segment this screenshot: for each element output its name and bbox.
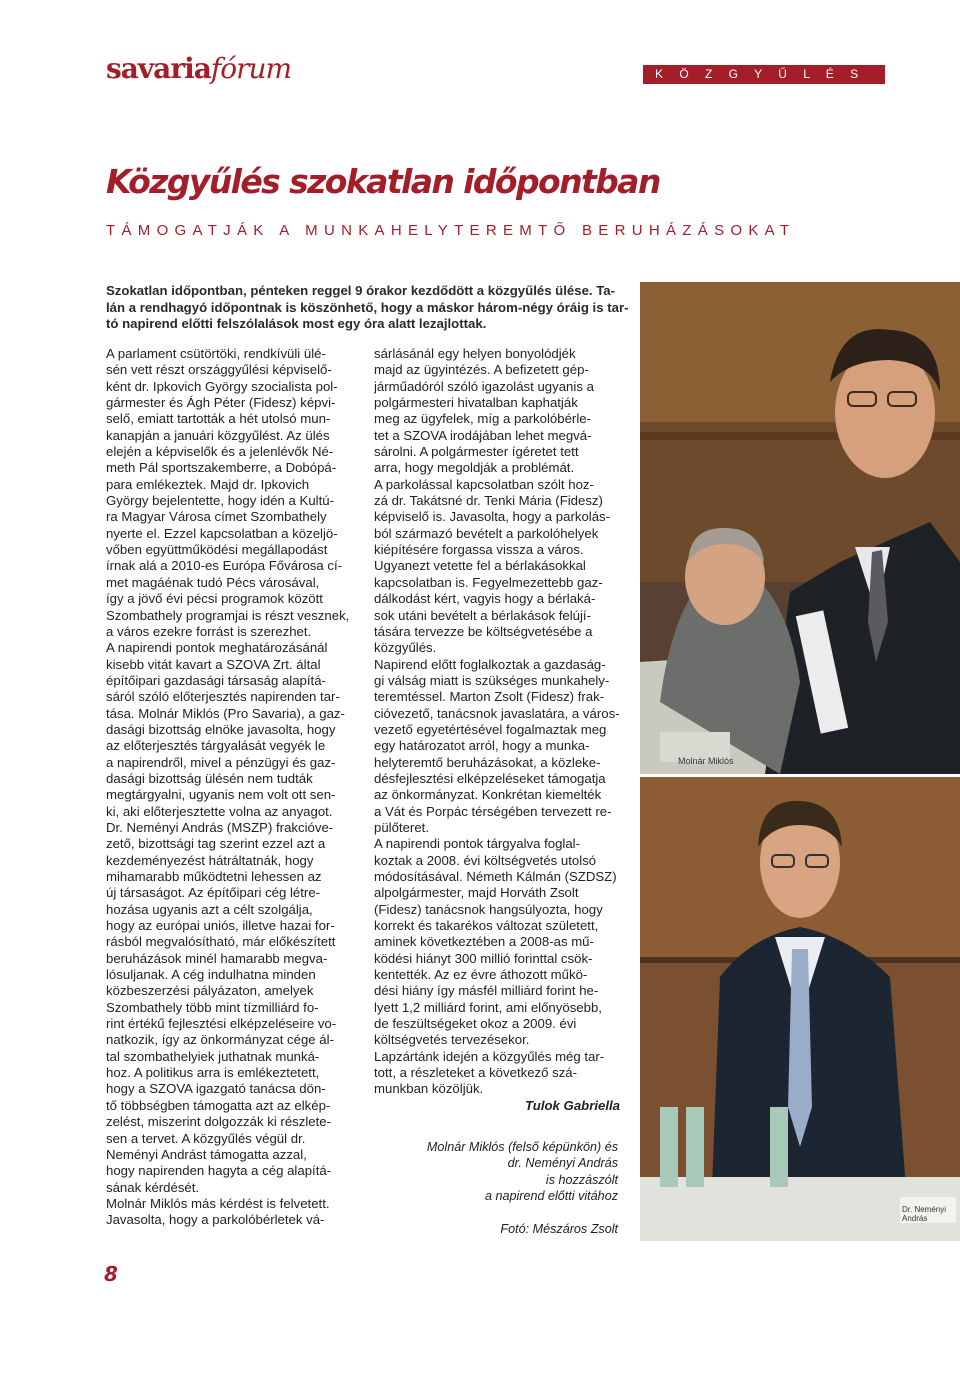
column-1-line: építőipari gazdasági társaság alapítá- bbox=[106, 672, 326, 688]
column-1-line: tő többségben támogatta azt az elkép- bbox=[106, 1097, 331, 1113]
column-1-line: új társaságot. Az építőipari cég létre- bbox=[106, 885, 321, 901]
column-2-line: aminek következtében a 2008-as mű- bbox=[374, 934, 594, 950]
column-2-line: kiépítésére forgassa vissza a város. bbox=[374, 542, 584, 558]
column-2-line: koztak a 2008. évi költségvetés utolsó bbox=[374, 852, 597, 868]
column-1-line: megtárgyalni, ugyanis nem volt ott sen- bbox=[106, 787, 336, 803]
column-1-line: hoz. A politikus arra is emlékeztetett, bbox=[106, 1065, 320, 1081]
column-1-line: az előterjesztés tárgyalását vegyék le bbox=[106, 738, 326, 754]
column-1-line: kezdeményezést hátráltatnák, hogy bbox=[106, 852, 314, 868]
article-lead bbox=[106, 283, 629, 333]
column-2-line: A napirendi pontok tárgyalva foglal- bbox=[374, 836, 581, 852]
column-1-line: Szombathely programjai is részt vesznek, bbox=[106, 607, 350, 623]
column-2-line: Ugyanezt vetette fel a bérlakásokkal bbox=[374, 558, 586, 574]
column-2-line: dálkodást kért, vagyis hogy a bérlaká- bbox=[374, 591, 596, 607]
photo-bottom bbox=[640, 777, 960, 1241]
column-1-line: selő, emiatt tartották a hét utolsó mun- bbox=[106, 411, 331, 427]
column-2-line: de feszültségeket okoz a 2009. évi bbox=[374, 1016, 577, 1032]
column-1-line: írnak alá a 2010-es Európa Fővárosa cí- bbox=[106, 558, 343, 574]
column-1-line: dasági bizottság elnöke javasolta, hogy bbox=[106, 721, 336, 737]
column-1-line: sának kérdését. bbox=[106, 1179, 200, 1195]
column-1-line: beruházások minél hamarabb megva- bbox=[106, 950, 328, 966]
column-2-line: munkban közöljük. bbox=[374, 1081, 484, 1097]
column-1-line: gármester és Ágh Péter (Fidesz) képvi- bbox=[106, 395, 336, 411]
column-1-line: György bejelentette, hogy idén a Kultú- bbox=[106, 493, 334, 509]
column-2-line: teremtéssel. Marton Zsolt (Fidesz) frak- bbox=[374, 689, 605, 705]
photo-top bbox=[640, 282, 960, 774]
column-1-line: Javasolta, hogy a parkolóbérletek vá- bbox=[106, 1212, 325, 1228]
article-subtitle: TÁMOGATJÁK A MUNKAHELYTEREMTŐ BERUHÁZÁSOKAT bbox=[106, 222, 796, 239]
column-2-line: alpolgármester, majd Horváth Zsolt bbox=[374, 885, 579, 901]
column-1-line: így a jövő évi pécsi programok között bbox=[106, 591, 323, 607]
article-column-1 bbox=[106, 346, 352, 1229]
column-1-line: hogy napirenden hagyta a cég alapítá- bbox=[106, 1163, 332, 1179]
column-2-line: ból származó bevételt a parkolóhelyek bbox=[374, 525, 599, 541]
photo-top-image bbox=[640, 282, 960, 774]
column-1-line: dasági bizottság ülésén nem tudták bbox=[106, 770, 313, 786]
column-1-line: ként dr. Ipkovich György szocialista pol- bbox=[106, 378, 338, 394]
column-2-line: tott, a részleteket a következő szá- bbox=[374, 1065, 578, 1081]
column-2-line: tására tervezze be költségvetésébe a bbox=[374, 623, 593, 639]
column-2-line: helyteremtő beruházásokat, a közleke- bbox=[374, 754, 601, 770]
column-2-line: sárlásánál egy helyen bonyolódjék bbox=[374, 346, 576, 361]
column-2-line: módosításával. Németh Kálmán (SZDSZ) bbox=[374, 869, 617, 884]
column-2-line: meg az ügyfelek, míg a parkolóbérle- bbox=[374, 411, 591, 427]
column-1-line: sáról szóló előterjesztés napirenden tar- bbox=[106, 689, 340, 705]
photo-caption bbox=[374, 1139, 618, 1237]
column-1-line: rásból megvalósítható, már előkészített bbox=[106, 934, 336, 950]
column-2-line: sárolni. A polgármester ígéretet tett bbox=[374, 444, 579, 460]
column-2-line: korrekt és takarékos változat született, bbox=[374, 918, 599, 934]
article-title: Közgyűlés szokatlan időpontban bbox=[106, 162, 660, 201]
column-1-line: közbeszerzési pályázaton, amelyek bbox=[106, 983, 314, 999]
photo-credit: Fotó: Mészáros Zsolt bbox=[500, 1221, 618, 1236]
column-2-line: kentették. Az ez évre áthozott műkö- bbox=[374, 967, 588, 983]
column-2-line: kapcsolatban is. Fegyelmezettebb gaz- bbox=[374, 574, 603, 590]
column-2-line: lyett 1,2 milliárd forint, ami előnyösebb, bbox=[374, 999, 602, 1015]
column-2-line: (Fidesz) tanácsnok hangsúlyozta, hogy bbox=[374, 901, 603, 917]
column-1-line: lósuljanak. A cég indulhatna minden bbox=[106, 967, 316, 983]
column-2-line: désfejlesztési elképzeléseket támogatja bbox=[374, 770, 606, 786]
column-2-line: polgármesteri hivatalban kaphatják bbox=[374, 395, 578, 411]
column-1-line: para emlékeztek. Majd dr. Ipkovich bbox=[106, 476, 310, 492]
photo-bottom-nameplate: Dr. Neményi András bbox=[902, 1205, 947, 1223]
column-2-line: az önkormányzat. Konkrétan kiemelték bbox=[374, 787, 602, 803]
column-1-line: Molnár Miklós más kérdést is felvetett. bbox=[106, 1195, 330, 1211]
column-1-line: Szombathely több mint tízmilliárd fo- bbox=[106, 999, 319, 1015]
lead-line: Szokatlan időpontban, pénteken reggel 9 órakor kezdődött a közgyűlés ülése. Ta- bbox=[106, 283, 616, 298]
column-1-line: tal szombathelyiek juthatnak munká- bbox=[106, 1048, 320, 1064]
column-1-line: ki, aki előterjesztette volna az anyagot. bbox=[106, 803, 333, 819]
page-number: 8 bbox=[104, 1262, 118, 1286]
column-2-line: gi válság miatt is szükséges munkahely- bbox=[374, 672, 610, 688]
column-2-line: a Vát és Porpác térségében tervezett re- bbox=[374, 803, 612, 819]
logo-part-savaria: savaria bbox=[106, 52, 211, 85]
column-1-line: kisebb vitát kavart a SZOVA Zrt. által bbox=[106, 656, 321, 672]
column-1-line: mihamarabb működtetni lehessen az bbox=[106, 869, 322, 884]
column-2-line: vezető egyetértésével fogalmaztak meg bbox=[374, 721, 607, 737]
column-2-line: egy határozatot arról, hogy a munka- bbox=[374, 738, 590, 754]
column-2-line: pülőteret. bbox=[374, 819, 429, 835]
column-1-line: natkozik, így az önkormányzat cége ál- bbox=[106, 1032, 334, 1048]
caption-line: a napirend előtti vitához bbox=[484, 1189, 618, 1204]
column-1-line: Neményi Andrást támogatta azzal, bbox=[106, 1146, 307, 1162]
column-1-line: hogy az európai uniós, illetve hazai for- bbox=[106, 918, 335, 934]
column-1-line: A parlament csütörtöki, rendkívüli ülé- bbox=[106, 346, 326, 361]
column-2-line: járműadóról szóló igazolást ugyanis a bbox=[374, 378, 594, 394]
column-1-line: hogy a SZOVA igazgató tanácsa dön- bbox=[106, 1081, 326, 1097]
caption-line: dr. Neményi András bbox=[507, 1156, 618, 1171]
column-2-line: majd az ügyintézés. A befizetett gép- bbox=[374, 362, 589, 378]
column-2-line: Napirend előtt foglalkoztak a gazdaság- bbox=[374, 656, 606, 672]
column-1-line: kanapján a januári közgyűlést. Az ülés bbox=[106, 427, 330, 443]
lead-line: lán a rendhagyó időpontnak is köszönhető, hogy a máskor három-négy óráig is tar- bbox=[106, 299, 629, 315]
column-1-line: tása. Molnár Miklós (Pro Savaria), a gaz- bbox=[106, 705, 345, 721]
column-2-line: arra, hogy megoldják a problémát. bbox=[374, 460, 575, 476]
column-1-line: met magáénak tudó Pécs városával, bbox=[106, 574, 320, 590]
column-2-line: képviselő is. Javasolta, hogy a parkolás- bbox=[374, 509, 611, 525]
column-1-line: meth Pál sportszakemberre, a Dobópá- bbox=[106, 460, 337, 476]
column-2-line: zá dr. Takátsné dr. Tenki Mária (Fidesz) bbox=[374, 493, 603, 509]
column-1-line: nyerte el. Ezzel kapcsolatban a közeljö- bbox=[106, 525, 338, 541]
magazine-logo bbox=[106, 52, 291, 85]
section-label: K Ö Z G Y Ű L É S bbox=[643, 65, 885, 84]
article-author: Tulok Gabriella bbox=[524, 1097, 620, 1113]
column-1-line: sén vett részt országgyűlési képviselő- bbox=[106, 362, 332, 378]
column-1-line: a város ezekre forrást is szerezhet. bbox=[106, 623, 312, 639]
column-1-line: sen a tervet. A közgyűlés végül dr. bbox=[106, 1130, 306, 1146]
column-2-line: költségvetés tervezésekor. bbox=[374, 1032, 530, 1048]
column-1-line: vőben együttműködési megállapodást bbox=[106, 542, 328, 558]
column-2-line: dési hiány így másfél milliárd forint he- bbox=[374, 983, 599, 999]
column-1-line: A napirendi pontok meghatározásánál bbox=[106, 640, 328, 656]
column-1-line: zelést, miszerint dolgozzák ki részlete- bbox=[106, 1114, 331, 1130]
column-2-line: Lapzártánk idején a közgyűlés még tar- bbox=[374, 1048, 605, 1064]
logo-part-forum: fórum bbox=[210, 52, 292, 85]
column-1-line: elején a képviselők és a jelenlévők Né- bbox=[106, 444, 334, 460]
article-column-2 bbox=[374, 346, 620, 1114]
photo-top-nameplate: Molnár Miklós bbox=[678, 756, 734, 766]
column-1-line: zető, bizottsági tag szerint ezzel azt a bbox=[106, 836, 326, 852]
column-1-line: rint értékű fejlesztési elképzeléseire vo- bbox=[106, 1016, 337, 1032]
photo-bottom-image bbox=[640, 777, 960, 1241]
caption-line: Molnár Miklós (felső képünkön) és bbox=[426, 1140, 618, 1154]
column-2-line: A parkolással kapcsolatban szólt hoz- bbox=[374, 476, 594, 492]
column-2-line: ködési hiányt 300 millió forinttal csök- bbox=[374, 950, 593, 966]
column-2-line: közgyűlés. bbox=[374, 640, 437, 656]
caption-line: is hozzászólt bbox=[545, 1172, 618, 1187]
lead-line: tó napirend előtti felszólalások most egy óra alatt lezajlottak. bbox=[106, 316, 487, 331]
column-2-line: tet a SZOVA irodájában lehet megvá- bbox=[374, 427, 592, 443]
column-1-line: a napirendről, mivel a pénzügyi és gaz- bbox=[106, 754, 336, 770]
column-2-line: sok utáni bevételt a bérlakások felújí- bbox=[374, 607, 591, 623]
column-1-line: ra Magyar Városa címet Szombathely bbox=[106, 509, 327, 525]
column-1-line: hozása ugyanis azt a célt szolgálja, bbox=[106, 901, 313, 917]
column-1-line: Dr. Neményi András (MSZP) frakcióve- bbox=[106, 819, 334, 835]
column-2-line: cióvezető, tanácsnok javaslatára, a város- bbox=[374, 705, 620, 721]
